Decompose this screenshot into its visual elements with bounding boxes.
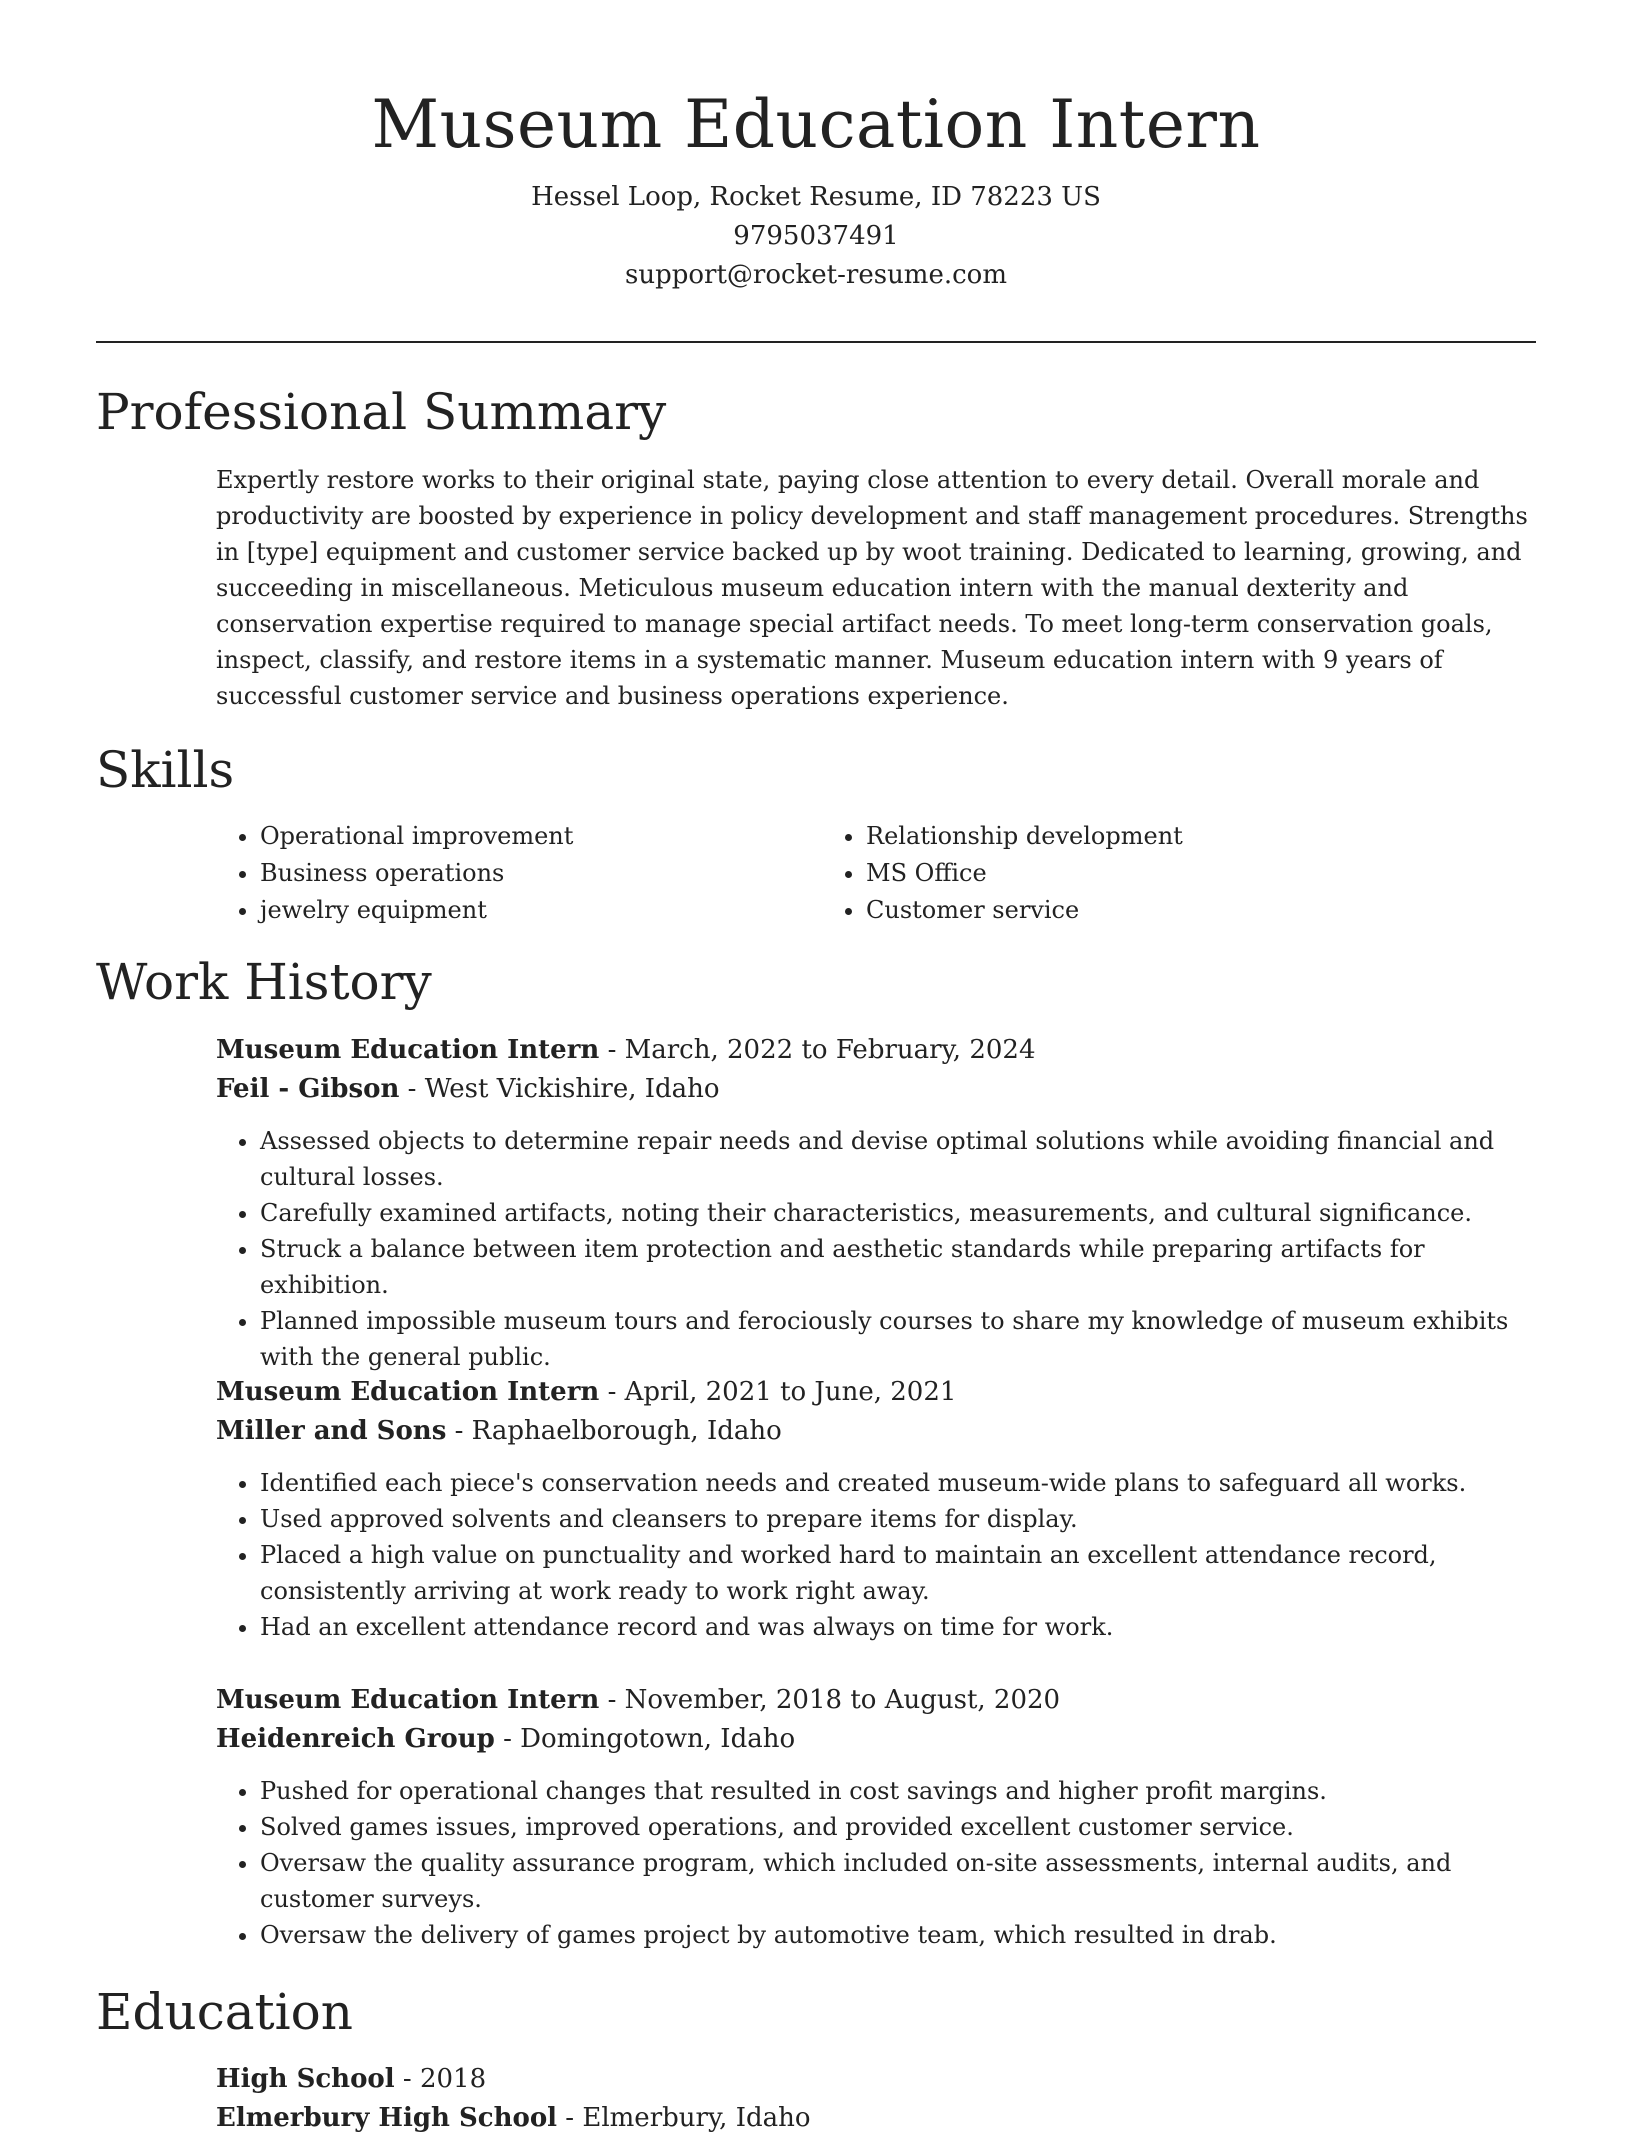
job-bullet: • Identified each piece's conservation needs and created museum-wide plans to safeguard all works. bbox=[260, 1465, 1540, 1501]
education-school: Elmerbury High School bbox=[216, 2103, 558, 2133]
skills-column-right bbox=[822, 818, 1428, 929]
summary-section bbox=[216, 462, 1540, 714]
job-bullets bbox=[216, 1465, 1540, 1645]
job-title-line bbox=[216, 1681, 1540, 1720]
job-bullets bbox=[216, 1123, 1540, 1375]
job-entry bbox=[216, 1373, 1540, 1645]
job-title: Museum Education Intern bbox=[216, 1035, 600, 1065]
job-title-line bbox=[216, 1373, 1540, 1412]
education-location: - Elmerbury, Idaho bbox=[557, 2103, 811, 2133]
job-title: Museum Education Intern bbox=[216, 1685, 600, 1715]
skill-item: • jewelry equipment bbox=[260, 892, 822, 929]
section-title-skills: Skills bbox=[96, 741, 235, 799]
job-bullet: • Used approved solvents and cleansers to prepare items for display. bbox=[260, 1501, 1540, 1537]
education-school-line bbox=[216, 2099, 1540, 2138]
candidate-name: Museum Education Intern bbox=[371, 86, 1261, 163]
contact-phone: 9795037491 bbox=[733, 221, 899, 251]
contact-address: Hessel Loop, Rocket Resume, ID 78223 US bbox=[531, 182, 1101, 212]
skill-item: • Relationship development bbox=[866, 818, 1428, 855]
job-bullet: • Oversaw the delivery of games project by automotive team, which resulted in drab. bbox=[260, 1917, 1540, 1953]
job-bullet: • Assessed objects to determine repair needs and devise optimal solutions while avoiding financial and cultural losses. bbox=[260, 1123, 1540, 1195]
job-entry bbox=[216, 1681, 1540, 1953]
job-title-line bbox=[216, 1031, 1540, 1070]
skills-column-left bbox=[216, 818, 822, 929]
education-degree-line bbox=[216, 2060, 1540, 2099]
job-bullet: • Carefully examined artifacts, noting their characteristics, measurements, and cultural significance. bbox=[260, 1195, 1540, 1231]
skills-list bbox=[216, 818, 1536, 929]
job-bullet: • Oversaw the quality assurance program, which included on-site assessments, internal audits, and customer surveys. bbox=[260, 1845, 1540, 1917]
job-company: Heidenreich Group bbox=[216, 1724, 495, 1754]
section-title-work-history: Work History bbox=[96, 953, 432, 1011]
job-bullet: • Placed a high value on punctuality and worked hard to maintain an excellent attendance record, consistently arriving at work ready to work right away. bbox=[260, 1537, 1540, 1609]
skill-item: • MS Office bbox=[866, 855, 1428, 892]
job-company-line bbox=[216, 1720, 1540, 1759]
job-dates: - April, 2021 to June, 2021 bbox=[599, 1377, 957, 1407]
job-dates: - March, 2022 to February, 2024 bbox=[599, 1035, 1036, 1065]
education-entry bbox=[216, 2060, 1540, 2138]
education-year: - 2018 bbox=[394, 2064, 487, 2094]
job-company-line bbox=[216, 1070, 1540, 1109]
job-location: - Domingotown, Idaho bbox=[494, 1724, 796, 1754]
job-bullet: • Had an excellent attendance record and was always on time for work. bbox=[260, 1609, 1540, 1645]
job-bullets bbox=[216, 1773, 1540, 1953]
contact-email: support@rocket-resume.com bbox=[624, 260, 1007, 290]
job-bullet: • Planned impossible museum tours and ferociously courses to share my knowledge of museum exhibits with the general public. bbox=[260, 1303, 1540, 1375]
job-dates: - November, 2018 to August, 2020 bbox=[599, 1685, 1061, 1715]
job-location: - West Vickishire, Idaho bbox=[399, 1074, 720, 1104]
section-title-education: Education bbox=[96, 1983, 353, 2041]
skill-item: • Customer service bbox=[866, 892, 1428, 929]
job-bullet: • Pushed for operational changes that resulted in cost savings and higher profit margins. bbox=[260, 1773, 1540, 1809]
job-entry bbox=[216, 1031, 1540, 1375]
job-title: Museum Education Intern bbox=[216, 1377, 600, 1407]
job-company: Miller and Sons bbox=[216, 1416, 447, 1446]
job-company-line bbox=[216, 1412, 1540, 1451]
contact-block bbox=[0, 178, 1632, 295]
skill-item: • Operational improvement bbox=[260, 818, 822, 855]
job-bullet: • Struck a balance between item protection and aesthetic standards while preparing artifacts for exhibition. bbox=[260, 1231, 1540, 1303]
summary-text: Expertly restore works to their original state, paying close attention to every detail. Overall morale and productivity are boosted by experience in policy development and staff management procedures. Strengths in [type] equipment and customer service backed up by woot training. Dedicated to learning, growing, and succeeding in miscellaneous. Meticulous museum education intern with the manual dexterity and conservation expertise required to manage special artifact needs. To meet long-term conservation goals, inspect, classify, and restore items in a systematic manner. Museum education intern with 9 years of successful customer service and business operations experience. bbox=[216, 466, 1528, 710]
skill-item: • Business operations bbox=[260, 855, 822, 892]
resume-header bbox=[0, 78, 1632, 295]
education-degree: High School bbox=[216, 2064, 395, 2094]
section-title-summary: Professional Summary bbox=[96, 383, 667, 441]
job-bullet: • Solved games issues, improved operations, and provided excellent customer service. bbox=[260, 1809, 1540, 1845]
job-company: Feil - Gibson bbox=[216, 1074, 400, 1104]
header-divider bbox=[96, 341, 1536, 343]
job-location: - Raphaelborough, Idaho bbox=[446, 1416, 782, 1446]
